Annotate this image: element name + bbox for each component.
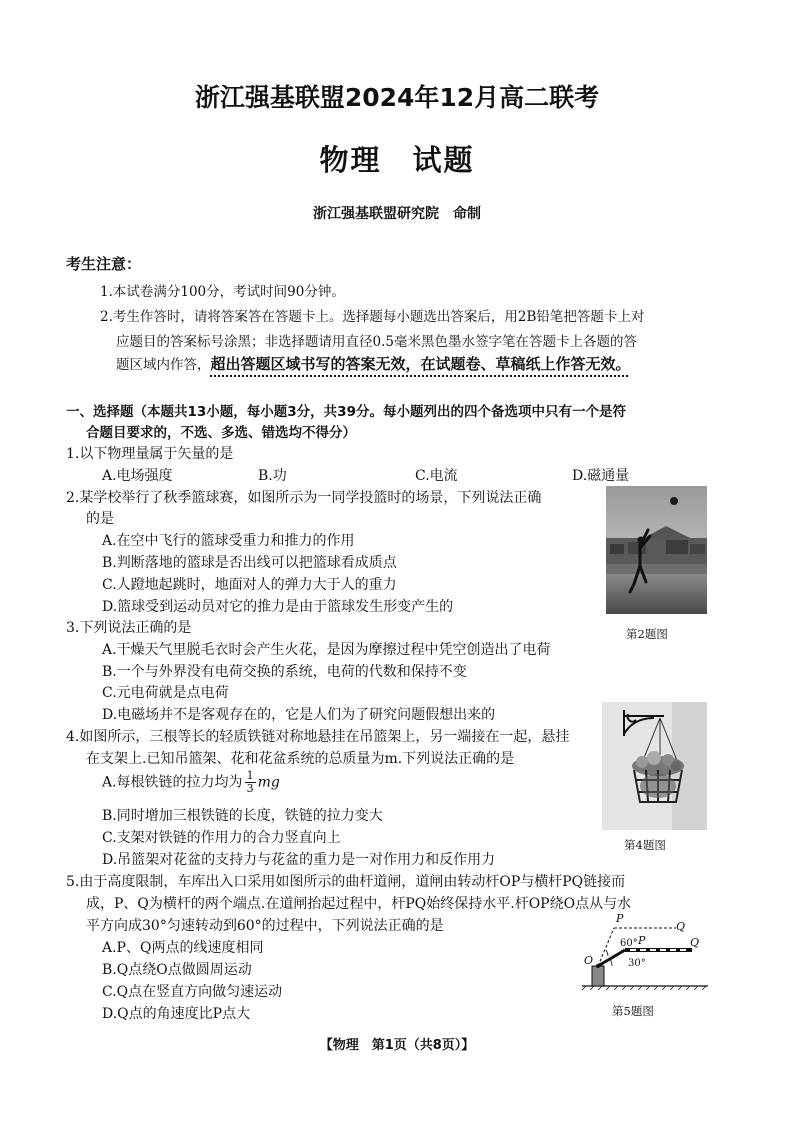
notice-item-2-line-2: 应题目的答案标号涂黑；非选择题请用直径0.5毫米黑色墨水签字笔在答题卡上各题的答 (116, 334, 637, 350)
q5-option-a: A.P、Q两点的线速度相同 (102, 940, 264, 956)
q3-option-c: C.元电荷就是点电荷 (102, 685, 229, 701)
q2-caption: 第2题图 (626, 627, 668, 641)
gate-diagram-svg (580, 912, 710, 990)
section-1-line-2: 合题目要求的，不选、多选、错选均不得分） (86, 425, 356, 441)
q5-caption: 第5题图 (612, 1004, 654, 1018)
q4-stem-line-1: 4.如图所示，三根等长的轻质铁链对称地悬挂在吊篮架上，另一端接在一起，悬挂 (66, 729, 570, 745)
q2-option-b: B.判断落地的篮球是否出线可以把篮球看成质点 (102, 555, 397, 571)
q1-option-d: D.磁通量 (572, 468, 630, 484)
subject-title: 物理 试题 (319, 143, 475, 177)
q4-option-a-prefix: A.每根铁链的拉力均为 (102, 774, 243, 791)
page-footer: 【物理 第1页（共8页）】 (319, 1038, 475, 1053)
q1-stem: 1.以下物理量属于矢量的是 (66, 446, 234, 462)
label-q-mid: Q (690, 936, 700, 949)
q5-stem-line-2: 成，P、Q为横杆的两个端点.在道闸抬起过程中，杆PQ始终保持水平.杆OP绕O点从与水 (86, 896, 632, 912)
q3-option-a: A.干燥天气里脱毛衣时会产生火花，是因为摩擦过程中凭空创造出了电荷 (102, 642, 551, 658)
label-p-top: P (616, 912, 624, 925)
q3-option-b: B.一个与外界没有电荷交换的系统，电荷的代数和保持不变 (102, 664, 467, 680)
label-angle-30: 30° (628, 958, 646, 969)
notice-item-2-prefix: 题区域内作答， (116, 357, 211, 373)
label-o: O (584, 954, 594, 967)
q2-option-c: C.人蹬地起跳时，地面对人的弹力大于人的重力 (102, 577, 397, 593)
basketball-icon (670, 497, 678, 505)
q1-option-b: B.功 (258, 468, 287, 484)
q4-option-a-suffix: mg (257, 774, 280, 791)
q5-stem-line-1: 5.由于高度限制，车库出入口采用如图所示的曲杆道闸，道闸由转动杆OP与横杆PQ链接而 (66, 874, 626, 890)
q3-option-d: D.电磁场并不是客观存在的，它是人们为了研究问题假想出来的 (102, 707, 496, 723)
notice-emphasis: 超出答题区域书写的答案无效，在试题卷、草稿纸上作答无效。 (210, 355, 631, 373)
notice-heading: 考生注意： (66, 255, 142, 273)
q5-option-c: C.Q点在竖直方向做匀速运动 (102, 984, 283, 1000)
fraction-denominator: 3 (246, 782, 254, 795)
q4-option-d: D.吊篮架对花盆的支持力与花盆的重力是一对作用力和反作用力 (102, 852, 496, 868)
q1-option-a: A.电场强度 (102, 468, 173, 484)
exam-title: 浙江强基联盟2024年12月高二联考 (194, 83, 600, 112)
label-p-mid: P (638, 934, 646, 947)
q5-option-d: D.Q点的角速度比P点大 (102, 1006, 251, 1022)
q2-stem-line-1: 2.某学校举行了秋季篮球赛，如图所示为一同学投篮时的场景，下列说法正确 (66, 490, 542, 506)
q5-stem-line-3: 平方向成30°匀速转动到60°的过程中，下列说法正确的是 (86, 918, 444, 934)
q4-option-a (102, 770, 280, 795)
label-q-top: Q (676, 920, 686, 933)
q2-option-d: D.篮球受到运动员对它的推力是由于篮球发生形变产生的 (102, 599, 454, 615)
label-angle-60: 60° (620, 938, 638, 949)
q4-option-c: C.支架对铁链的作用力的合力竖直向上 (102, 830, 341, 846)
q4-stem-line-2: 在支架上.已知吊篮架、花和花盆系统的总质量为m.下列说法正确的是 (86, 751, 515, 767)
hanging-basket-svg (602, 702, 707, 830)
q1-option-c: C.电流 (415, 468, 458, 484)
notice-item-2-line-3 (116, 353, 631, 374)
basketball-photo-svg (606, 486, 707, 614)
basketball-photo (606, 486, 707, 614)
section-1-line-1: 一、选择题（本题共13小题，每小题3分，共39分。每小题列出的四个备选项中只有一个是符 (66, 404, 626, 420)
fraction-numerator: 1 (246, 769, 254, 782)
q5-option-b: B.Q点绕O点做圆周运动 (102, 962, 252, 978)
q2-stem-line-2: 的是 (86, 511, 114, 527)
author-line: 浙江强基联盟研究院 命制 (313, 206, 481, 222)
notice-item-2-line-1: 2.考生作答时，请将答案答在答题卡上。选择题每小题选出答案后，用2B铅笔把答题卡上对 (100, 309, 645, 325)
gate-diagram (580, 912, 710, 990)
q4-caption: 第4题图 (624, 838, 666, 852)
notice-item-1: 1.本试卷满分100分，考试时间90分钟。 (100, 284, 345, 300)
q3-stem: 3.下列说法正确的是 (66, 620, 192, 636)
q2-option-a: A.在空中飞行的篮球受重力和推力的作用 (102, 533, 355, 549)
one-third-fraction (245, 770, 256, 795)
hanging-basket-photo (602, 702, 707, 830)
q4-option-b: B.同时增加三根铁链的长度，铁链的拉力变大 (102, 808, 383, 824)
